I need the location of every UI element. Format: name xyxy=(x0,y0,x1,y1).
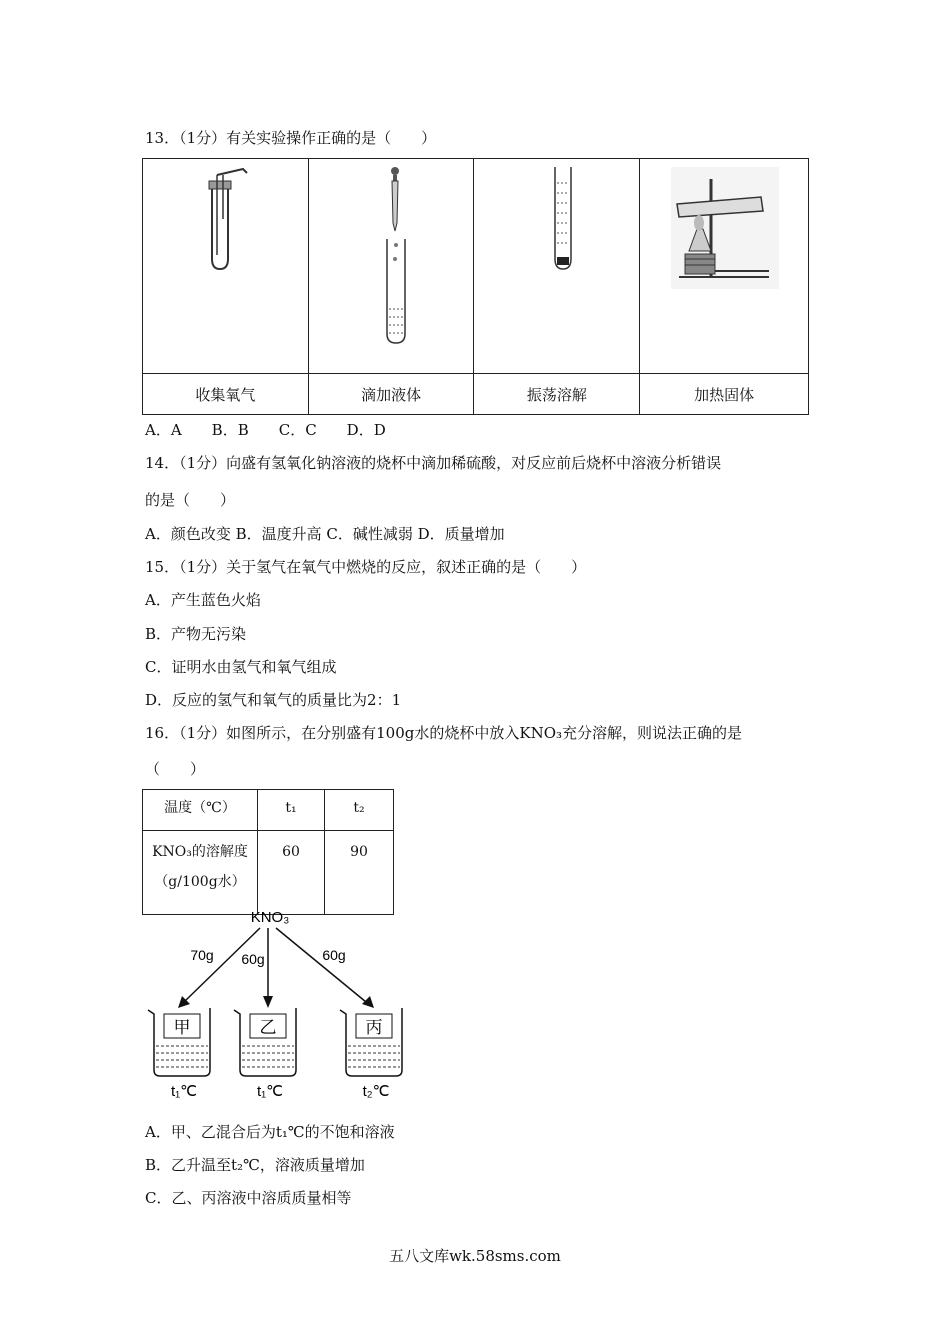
q16-option-c: C．乙、丙溶液中溶质质量相等 xyxy=(145,1189,352,1207)
q16-stem-line2: （ ） xyxy=(145,760,206,778)
beaker-jia-temp: t₁℃ xyxy=(170,1083,198,1100)
op-a-label: 收集氧气 xyxy=(143,374,309,415)
beaker-bing xyxy=(340,1008,402,1100)
sol-header-temp: 温度（℃） xyxy=(143,790,258,831)
shake-dissolve-icon xyxy=(475,159,639,369)
op-b-image xyxy=(308,159,474,374)
op-d-label: 加热固体 xyxy=(640,374,809,415)
q15-option-a: A．产生蓝色火焰 xyxy=(145,591,261,609)
solubility-table xyxy=(142,789,394,915)
q13-stem: 13．（1分）有关实验操作正确的是（ ） xyxy=(145,129,437,147)
beaker-jia-label: 甲 xyxy=(173,1018,191,1037)
arrow-to-bing xyxy=(276,928,366,1002)
beaker-yi-label: 乙 xyxy=(259,1018,277,1037)
op-a-image xyxy=(143,159,309,374)
sol-header-t1: t₁ xyxy=(258,790,325,831)
drop-liquid-icon xyxy=(309,159,473,369)
kno3-source-label: KNO₃ xyxy=(250,909,290,926)
sol-row-label-line1: KNO₃的溶解度 xyxy=(152,844,248,860)
heat-solid-icon xyxy=(641,159,808,369)
footer-watermark: 五八文库wk.58sms.com xyxy=(389,1247,561,1265)
q16-option-a: A．甲、乙混合后为t₁℃的不饱和溶液 xyxy=(145,1123,395,1141)
q16-stem-line1: 16．（1分）如图所示，在分别盛有100g水的烧杯中放入KNO₃充分溶解，则说法正确的是 xyxy=(145,724,743,742)
q16-option-b: B．乙升温至t₂℃，溶液质量增加 xyxy=(145,1156,365,1174)
sol-row-label xyxy=(143,831,258,915)
beaker-jia xyxy=(148,1008,210,1100)
sol-row-label-line2: （g/100g水） xyxy=(154,874,246,890)
q14-stem-line2: 的是（ ） xyxy=(145,491,236,509)
collect-oxygen-icon xyxy=(143,159,307,369)
q15-option-d: D．反应的氢气和氧气的质量比为2：1 xyxy=(145,691,402,709)
sol-value-t1: 60 xyxy=(258,831,325,915)
q13-operations-table xyxy=(142,158,809,415)
sol-header-t2: t₂ xyxy=(325,790,394,831)
amount-jia: 70g xyxy=(190,947,214,963)
amount-bing: 60g xyxy=(322,947,346,963)
q15-option-c: C．证明水由氢气和氧气组成 xyxy=(145,658,337,676)
sol-value-t2: 90 xyxy=(325,831,394,915)
q15-stem: 15．（1分）关于氢气在氧气中燃烧的反应，叙述正确的是（ ） xyxy=(145,558,587,576)
op-c-label: 振荡溶解 xyxy=(474,374,640,415)
q13-options: A．A B．B C．C D．D xyxy=(145,421,386,439)
q15-option-b: B．产物无污染 xyxy=(145,625,247,643)
beaker-bing-label: 丙 xyxy=(365,1018,383,1037)
beaker-yi xyxy=(234,1008,296,1100)
beaker-bing-temp: t₂℃ xyxy=(362,1083,390,1100)
beaker-yi-temp: t₁℃ xyxy=(256,1083,284,1100)
q14-options: A．颜色改变 B．温度升高 C．碱性减弱 D．质量增加 xyxy=(145,525,505,543)
op-b-label: 滴加液体 xyxy=(308,374,474,415)
amount-yi: 60g xyxy=(241,951,265,967)
kno3-dissolution-diagram xyxy=(140,906,420,1106)
op-d-image xyxy=(640,159,809,374)
op-c-image xyxy=(474,159,640,374)
q14-stem-line1: 14．（1分）向盛有氢氧化钠溶液的烧杯中滴加稀硫酸，对反应前后烧杯中溶液分析错误 xyxy=(145,454,722,472)
